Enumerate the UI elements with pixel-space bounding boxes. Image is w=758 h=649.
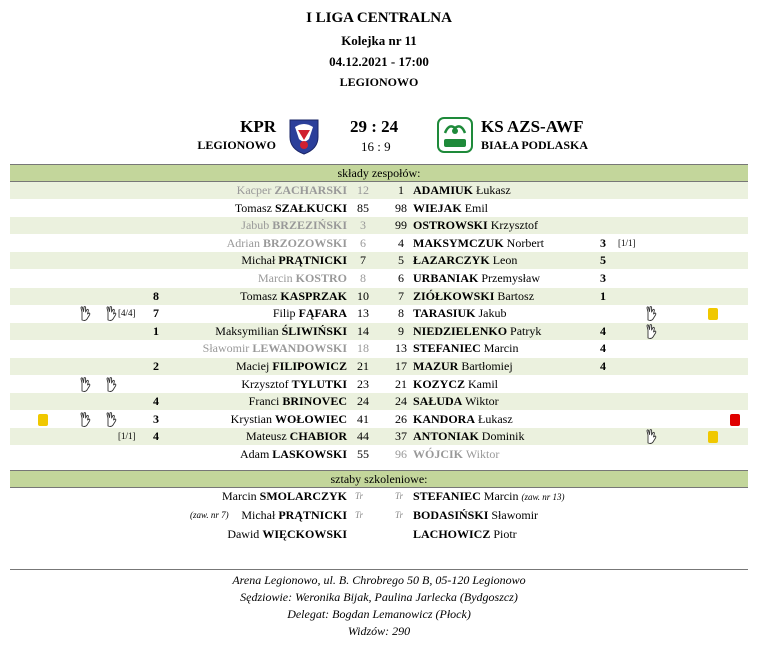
staff-row — [10, 487, 748, 506]
surname: ADAMIUK — [413, 183, 473, 197]
home-player-number: 7 — [360, 253, 366, 268]
player-row — [10, 411, 748, 428]
away-player-number: 4 — [398, 235, 404, 250]
home-player-number: 41 — [357, 411, 369, 426]
surname: FĄFARA — [298, 306, 347, 321]
surname: ŚLIWIŃSKI — [281, 323, 347, 338]
home-player-number: 44 — [357, 429, 369, 444]
home-player-number: 8 — [360, 271, 366, 285]
home-player-name — [258, 270, 347, 287]
surname: LASKOWSKI — [272, 447, 347, 461]
league-title: I LIGA CENTRALNA — [306, 10, 452, 26]
home-player-name — [241, 217, 347, 234]
away-goals: 3 — [600, 271, 606, 285]
suspension-icon — [104, 377, 118, 392]
player-row — [10, 288, 748, 305]
home-staff-name — [241, 506, 347, 525]
first-name: Piotr — [493, 527, 517, 541]
home-player-name — [273, 305, 347, 322]
home-goals: 2 — [153, 359, 159, 373]
home-player-name — [249, 393, 347, 410]
home-player-number: 3 — [360, 218, 366, 233]
surname: KOSTRO — [295, 271, 347, 285]
away-player-name — [413, 235, 544, 252]
first-name: Kamil — [468, 376, 499, 391]
first-name: Dawid — [227, 527, 260, 541]
suspension-icon — [78, 377, 92, 392]
player-row — [10, 217, 748, 234]
away-staff-role: Tr — [395, 510, 404, 520]
away-player-number: 7 — [398, 288, 404, 303]
player-row — [10, 323, 748, 340]
first-name: Krzysztof — [490, 218, 539, 233]
suspension-icon — [78, 412, 92, 427]
away-player-name — [413, 358, 513, 375]
home-player-name — [231, 411, 347, 428]
player-row — [10, 270, 748, 287]
yellow-card-icon — [38, 414, 48, 426]
first-name: Wiktor — [465, 447, 500, 461]
player-row — [10, 200, 748, 217]
home-player-number: 10 — [357, 288, 369, 303]
first-name: Przemysław — [481, 271, 540, 285]
away-player-number: 99 — [395, 218, 407, 233]
first-name: Michał — [241, 508, 276, 522]
home-player-number: 85 — [357, 200, 369, 215]
away-player-name — [413, 288, 534, 305]
surname: KASPRZAK — [280, 288, 347, 303]
surname: WÓJCIK — [413, 447, 464, 461]
home-player-number: 12 — [357, 183, 369, 197]
surname: SMOLARCZYK — [259, 489, 347, 503]
surname: MAKSYMCZUK — [413, 235, 504, 250]
away-player-name — [413, 340, 518, 357]
home-staff-role: Tr — [355, 510, 364, 520]
away-player-number: 6 — [398, 271, 404, 285]
footer-divider — [10, 569, 748, 570]
halftime-score: 16 : 9 — [361, 139, 391, 154]
away-player-number: 96 — [395, 447, 407, 461]
player-row — [10, 393, 748, 410]
away-player-name — [413, 182, 511, 199]
surname: CHABIOR — [289, 429, 347, 444]
first-name: Maciej — [235, 359, 270, 373]
away-goals: 4 — [600, 323, 606, 338]
first-name: Emil — [464, 200, 489, 215]
away-team-city: BIAŁA PODLASKA — [481, 138, 589, 152]
match-datetime: 04.12.2021 - 17:00 — [329, 54, 429, 69]
home-player-name — [241, 252, 347, 269]
home-player-number: 18 — [357, 341, 369, 356]
first-name: Michał — [241, 253, 276, 268]
first-name: Leon — [492, 253, 518, 268]
first-name: Filip — [272, 306, 296, 321]
first-name: Jakub — [478, 306, 507, 321]
away-player-name — [413, 428, 524, 445]
surname: BRINOVEC — [282, 394, 347, 409]
away-player-name — [413, 446, 499, 463]
away-player-number: 8 — [398, 306, 404, 321]
player-row — [10, 235, 748, 252]
away-player-name — [413, 252, 517, 269]
surname: NIEDZIELENKO — [413, 323, 508, 338]
first-name: Norbert — [506, 235, 544, 250]
away-player-number: 9 — [398, 323, 404, 338]
surname: FILIPOWICZ — [272, 359, 347, 373]
first-name: Tomasz — [234, 200, 272, 215]
player-row — [10, 428, 748, 445]
away-staff-role: Tr — [395, 491, 404, 501]
first-name: Marcin — [483, 489, 519, 503]
round-label: Kolejka nr 11 — [341, 33, 417, 48]
first-name: Franci — [248, 394, 280, 409]
surname: STEFANIEC — [413, 489, 481, 503]
player-row — [10, 305, 748, 322]
first-name: Łukasz — [476, 183, 511, 197]
away-staff-name — [413, 487, 565, 507]
away-player-number: 37 — [395, 429, 407, 444]
red-card-icon — [730, 414, 740, 426]
staff-row — [10, 525, 748, 544]
home-staff-name — [222, 487, 347, 506]
home-player-number: 14 — [357, 323, 369, 338]
player-row — [10, 182, 748, 199]
first-name: Bartosz — [497, 288, 535, 303]
suspension-icon — [644, 306, 658, 321]
away-goals: 1 — [600, 288, 606, 303]
first-name: Maksymilian — [215, 323, 279, 338]
surname: ANTONIAK — [413, 429, 479, 444]
home-player-name — [203, 340, 347, 357]
first-name: Marcin — [257, 271, 293, 285]
surname: KOZYCZ — [413, 376, 466, 391]
player-row — [10, 446, 748, 463]
delegate-info: Delegat: Bogdan Lemanowicz (Płock) — [287, 607, 471, 621]
home-player-number: 24 — [357, 394, 369, 409]
first-name: Adrian — [226, 235, 260, 250]
surname: BRZOZOWSKI — [262, 235, 347, 250]
away-team-name: KS AZS-AWF — [481, 117, 584, 136]
surname: WIĘCKOWSKI — [262, 527, 347, 541]
surname: BRZEZIŃSKI — [272, 218, 347, 233]
home-player-name — [227, 235, 347, 252]
away-player-name — [413, 376, 498, 393]
surname: KANDORA — [413, 411, 475, 426]
away-staff-note: (zaw. nr 13) — [521, 492, 565, 502]
yellow-card-icon — [708, 308, 718, 320]
surname: PRĄTNICKI — [278, 253, 347, 268]
home-goals: 7 — [153, 306, 159, 321]
first-name: Adam — [239, 447, 270, 461]
first-name: Tomasz — [240, 288, 278, 303]
first-name: Jabub — [241, 218, 270, 233]
first-name: Krystian — [230, 411, 272, 426]
home-goals: 1 — [153, 323, 159, 338]
surname: TYLUTKI — [291, 376, 347, 391]
surname: ZIÓŁKOWSKI — [413, 288, 495, 303]
home-team-city: LEGIONOWO — [197, 138, 276, 152]
home-player-number: 13 — [357, 306, 369, 321]
home-player-name — [237, 182, 347, 199]
home-penalties: [4/4] — [118, 308, 136, 319]
first-name: Marcin — [483, 341, 519, 356]
first-name: Łukasz — [478, 411, 513, 426]
suspension-icon — [78, 306, 92, 321]
away-goals: 4 — [600, 341, 606, 356]
surname: LACHOWICZ — [413, 527, 491, 541]
first-name: Sławomir — [202, 341, 250, 356]
away-player-number: 1 — [398, 183, 404, 197]
surname: URBANIAK — [413, 271, 479, 285]
home-player-name — [236, 358, 347, 375]
surname: OSTROWSKI — [413, 218, 488, 233]
away-player-name — [413, 393, 499, 410]
home-logo — [287, 117, 321, 155]
surname: ŁAZARCZYK — [413, 253, 490, 268]
surname: LEWANDOWSKI — [252, 341, 347, 356]
suspension-icon — [104, 306, 118, 321]
yellow-card-icon — [708, 431, 718, 443]
away-player-number: 26 — [395, 411, 407, 426]
away-player-number: 5 — [398, 253, 404, 268]
first-name: Wiktor — [465, 394, 499, 409]
away-staff-name — [413, 525, 517, 544]
home-goals: 4 — [153, 394, 159, 409]
venue-label: LEGIONOWO — [339, 75, 419, 89]
staff-section-header: sztaby szkoleniowe: — [10, 470, 748, 488]
surname: SZAŁKUCKI — [274, 200, 347, 215]
first-name: Mateusz — [246, 429, 287, 444]
surname: MAZUR — [413, 359, 459, 373]
away-player-name — [413, 305, 506, 322]
suspension-icon — [104, 412, 118, 427]
player-row — [10, 358, 748, 375]
home-player-number: 6 — [360, 235, 366, 250]
surname: BODASIŃSKI — [413, 508, 489, 522]
away-player-number: 21 — [395, 376, 407, 391]
home-player-name — [235, 200, 347, 217]
first-name: Dominik — [481, 429, 525, 444]
surname: PRĄTNICKI — [278, 508, 347, 522]
home-player-number: 55 — [357, 447, 369, 461]
player-row — [10, 340, 748, 357]
arena-info: Arena Legionowo, ul. B. Chrobrego 50 B, 05-120 Legionowo — [232, 573, 526, 587]
away-goals: 5 — [600, 253, 606, 268]
home-player-name — [246, 428, 347, 445]
home-player-name — [240, 288, 347, 305]
away-player-name — [413, 217, 538, 234]
staff-row — [10, 506, 748, 525]
away-player-number: 98 — [395, 200, 407, 215]
surname: WOŁOWIEC — [274, 411, 347, 426]
surname: WIEJAK — [413, 200, 462, 215]
surname: TARASIUK — [413, 306, 476, 321]
surname: ZACHARSKI — [274, 183, 347, 197]
surname: SAŁUDA — [413, 394, 463, 409]
home-penalties: [1/1] — [118, 431, 136, 442]
away-player-name — [413, 323, 541, 340]
home-staff-note: (zaw. nr 7) — [190, 510, 229, 520]
suspension-icon — [644, 429, 658, 444]
first-name: Kacper — [236, 183, 272, 197]
home-goals: 4 — [153, 429, 159, 444]
away-player-name — [413, 200, 488, 217]
away-staff-name — [413, 506, 538, 525]
home-goals: 8 — [153, 288, 159, 303]
home-team-name: KPR — [240, 117, 276, 136]
home-player-name — [240, 446, 347, 463]
away-player-number: 13 — [395, 341, 407, 356]
away-player-number: 17 — [395, 359, 407, 373]
away-player-name — [413, 411, 513, 428]
away-player-number: 24 — [395, 394, 407, 409]
player-row — [10, 252, 748, 269]
home-staff-role: Tr — [355, 491, 364, 501]
squads-section-header: składy zespołów: — [10, 164, 748, 182]
home-player-number: 21 — [357, 359, 369, 373]
first-name: Krzysztof — [241, 376, 289, 391]
home-staff-name — [227, 525, 347, 544]
home-player-name — [241, 376, 347, 393]
player-row — [10, 376, 748, 393]
away-player-name — [413, 270, 540, 287]
first-name: Bartłomiej — [461, 359, 513, 373]
first-name: Marcin — [222, 489, 257, 503]
surname: STEFANIEC — [413, 341, 481, 356]
away-penalties: [1/1] — [618, 237, 636, 248]
first-name: Patryk — [510, 323, 542, 338]
away-goals: 4 — [600, 359, 606, 373]
attendance-info: Widzów: 290 — [347, 624, 411, 638]
home-player-name — [215, 323, 347, 340]
home-player-number: 23 — [357, 376, 369, 391]
away-logo — [437, 117, 473, 153]
suspension-icon — [644, 324, 658, 339]
home-goals: 3 — [153, 411, 159, 426]
away-goals: 3 — [600, 235, 606, 250]
final-score: 29 : 24 — [350, 117, 399, 136]
referees-info: Sędziowie: Weronika Bijak, Paulina Jarlecka (Bydgoszcz) — [240, 590, 518, 604]
first-name: Sławomir — [491, 508, 539, 522]
